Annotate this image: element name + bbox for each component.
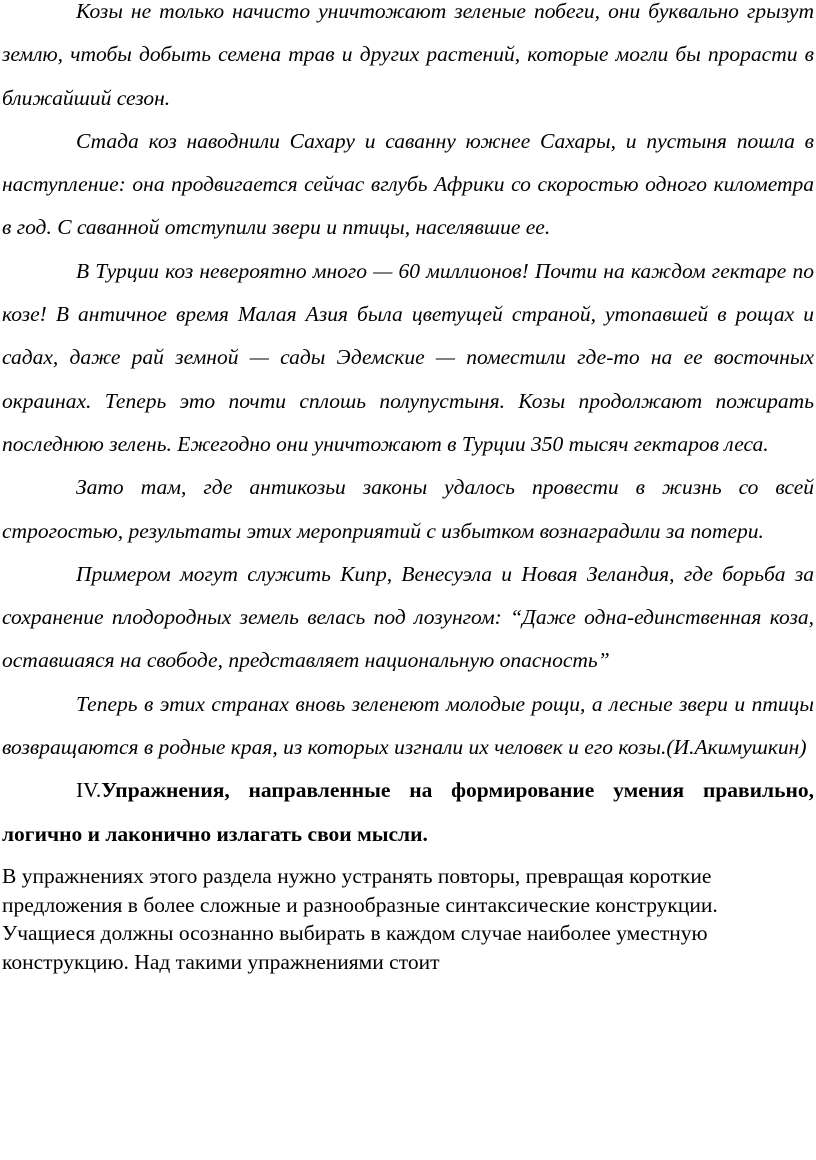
section-heading (2, 769, 814, 856)
paragraph-sahara: Стада коз наводнили Сахару и саванну южнее Сахары, и пустыня пошла в наступление: она продвигается сейчас вглубь Африки со скоростью одного километра в год. С саванной отступили звери и птицы, населявшие ее. (2, 128, 814, 240)
paragraph-turkey: В Турции коз невероятно много — 60 миллионов! Почти на каждом гектаре по козе! В античное время Малая Азия была цветущей страной, утопавшей в рощах и садах, даже рай земной — сады Эдемские — поместили где-то на ее восточных окраинах. Теперь это почти сплошь полупустыня. Козы продолжают пожирать последнюю зелень. Ежегодно они уничтожают в Турции 350 тысяч гектаров леса. (2, 258, 814, 456)
body-text: В упражнениях этого раздела нужно устранять повторы, превращая короткие предложения в более сложные и разнообразные синтаксические конструкции. Учащиеся должны осознанно выбирать в каждом случае наиболее уместную конструкцию. Над такими упражнениями стоит (2, 863, 718, 974)
section-title: Упражнения, направленные на формирование умения правильно, логично и лаконично излагать свои мысли. (2, 778, 814, 846)
section-number: IV. (76, 778, 102, 803)
paragraph-antigoat-laws: Зато там, где антикозьи законы удалось провести в жизнь со всей строгостью, результаты этих мероприятий с избытком вознаградили за потери. (2, 475, 814, 543)
paragraph-goats-destroy: Козы не только начисто уничтожают зеленые побеги, они буквально грызут землю, чтобы добыть семена трав и других растений, которые могли бы прорасти в ближайший сезон. (2, 0, 814, 110)
paragraph-examples: Примером могут служить Кипр, Венесуэла и Новая Зеландия, где борьба за сохранение плодородных земель велась под лозунгом: “Даже одна-единственная коза, оставшаяся на свободе, представляет национальную опасность” (2, 561, 814, 673)
paragraph-conclusion: Теперь в этих странах вновь зеленеют молодые рощи, а лесные звери и птицы возвращаются в родные края, из которых изгнали их человек и его козы.(И.Акимушкин) (2, 691, 814, 760)
